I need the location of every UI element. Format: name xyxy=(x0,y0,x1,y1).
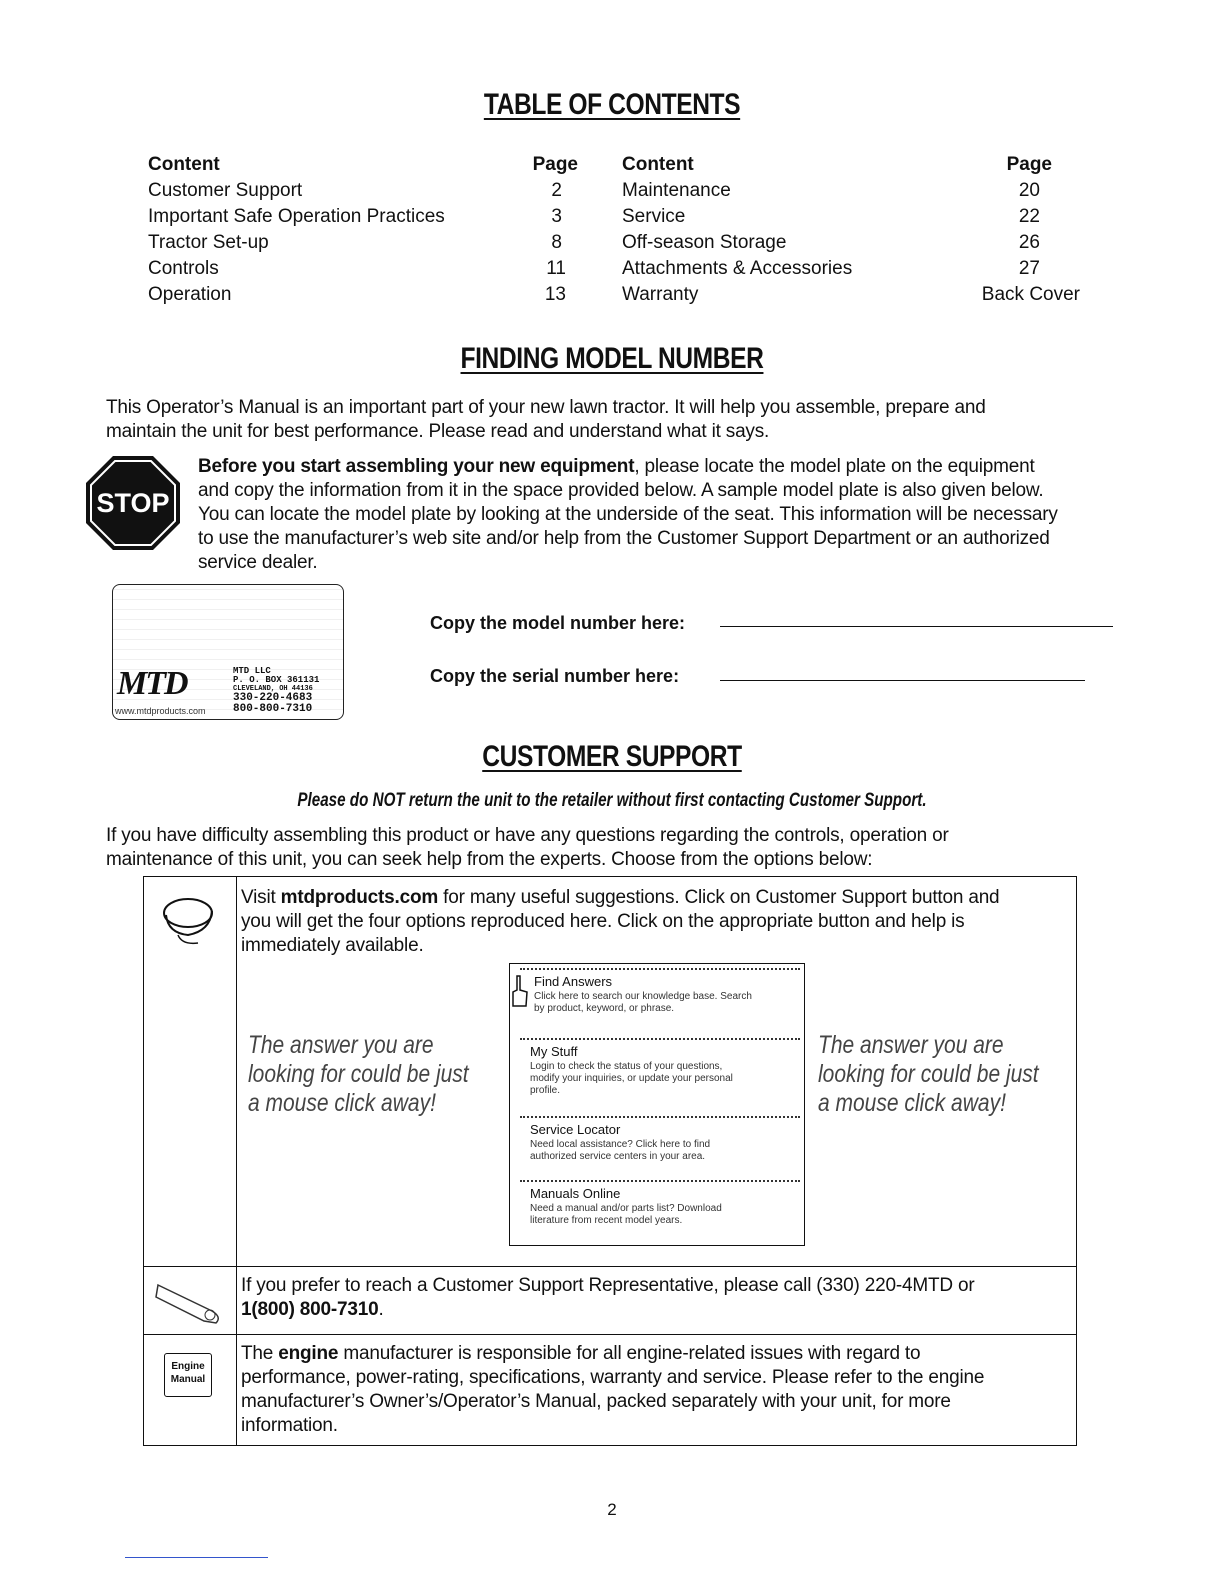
copy-serial-label: Copy the serial number here: xyxy=(430,666,680,686)
toc-entry[interactable]: Attachments & Accessories 27 xyxy=(622,258,1040,279)
phone-number[interactable]: 1(800) 800-7310 xyxy=(241,1299,379,1320)
plate-website: www.mtdproducts.com xyxy=(115,706,206,716)
toc-entry[interactable]: Maintenance 20 xyxy=(622,180,1040,201)
model-number-field[interactable] xyxy=(720,626,1113,627)
tagline-right: The answer you are looking for could be just a mouse click away! xyxy=(818,1031,1039,1117)
customer-support-title: CUSTOMER SUPPORT xyxy=(482,740,742,773)
option-find-answers[interactable]: Find Answers Click here to search our knowledge base. Search by product, keyword, or phrase. xyxy=(520,968,800,1036)
engine-option-text: The engine manufacturer is responsible for all engine-related issues with regard to performance, power-rating, specifications, warranty and service. Please refer to the engine manufacturer’s Owner’s/Operator’s Manual, packed separately with your unit, for more information. xyxy=(241,1343,985,1436)
toc-entry[interactable]: Service 22 xyxy=(622,206,1040,227)
telephone-icon xyxy=(152,1277,228,1327)
website-options-panel xyxy=(509,963,805,1246)
stop-label: STOP xyxy=(96,488,170,518)
toc-title: TABLE OF CONTENTS xyxy=(483,88,741,121)
option-my-stuff[interactable]: My Stuff Login to check the status of your questions, modify your inquiries, or update your personal profile. xyxy=(520,1038,800,1116)
toc-header-content: Content xyxy=(622,154,694,175)
tagline-left: The answer you are looking for could be just a mouse click away! xyxy=(248,1031,469,1117)
mtdproducts-link[interactable]: mtdproducts.com xyxy=(280,887,439,908)
finding-model-title: FINDING MODEL NUMBER xyxy=(460,342,764,375)
mtd-logo: MTD xyxy=(117,665,187,702)
toc-entry[interactable]: Warranty Back Cover xyxy=(622,284,1080,305)
support-intro: If you have difficulty assembling this product or have any questions regarding the controls, operation or maintenance of this unit, you can seek help from the experts. Choose from the options below: xyxy=(106,825,949,870)
stop-sign-icon xyxy=(84,454,182,552)
engine-manual-icon: Engine Manual xyxy=(164,1353,212,1397)
toc-entry[interactable]: Tractor Set-up 8 xyxy=(148,232,562,253)
phone-option-text: If you prefer to reach a Customer Support Representative, please call (330) 220-4MTD or 1(800) 800-7310. xyxy=(241,1275,975,1320)
toc-entry[interactable]: Operation 13 xyxy=(148,284,566,305)
toc-header-page: Page xyxy=(1006,154,1052,175)
toc-entry[interactable]: Important Safe Operation Practices 3 xyxy=(148,206,562,227)
page-number: 2 xyxy=(607,1500,617,1519)
toc-entry[interactable]: Controls 11 xyxy=(148,258,566,279)
finding-intro: This Operator’s Manual is an important part of your new lawn tractor. It will help you assemble, prepare and maintain the unit for best performance. Please read and understand what it says. xyxy=(106,397,986,442)
copy-model-label: Copy the model number here: xyxy=(430,613,686,633)
serial-number-field[interactable] xyxy=(720,680,1085,681)
stop-notice: Before you start assembling your new equipment, please locate the model plate on the equipment and copy the information from it in the space provided below. A sample model plate is also given below. You can locate the model plate by looking at the underside of the seat. This information will be necessary to use the manufacturer’s web site and/or help from the Customer Support Department or an authorized service dealer. xyxy=(198,456,1058,573)
toc-header-content: Content xyxy=(148,154,220,175)
option-service-locator[interactable]: Service Locator Need local assistance? Click here to find authorized service centers in your area. xyxy=(520,1116,800,1178)
plate-address: MTD LLC P. O. BOX 361131 CLEVELAND, OH 44136 330-220-4683 800-800-7310 xyxy=(233,666,320,715)
sample-model-plate xyxy=(112,584,344,720)
web-option-text: Visit mtdproducts.com for many useful suggestions. Click on Customer Support button and you will get the four options reproduced here. Click on the appropriate button and help is immediately available. xyxy=(241,887,1000,956)
computer-mouse-icon xyxy=(158,891,222,947)
toc-entry[interactable]: Customer Support 2 xyxy=(148,180,562,201)
toc-header-page: Page xyxy=(532,154,578,175)
option-manuals-online[interactable]: Manuals Online Need a manual and/or parts list? Download literature from recent model years. xyxy=(520,1180,800,1242)
toc-entry[interactable]: Off-season Storage 26 xyxy=(622,232,1040,253)
support-warning: Please do NOT return the unit to the retailer without first contacting Customer Support. xyxy=(297,790,927,811)
footer-rule xyxy=(125,1557,268,1558)
